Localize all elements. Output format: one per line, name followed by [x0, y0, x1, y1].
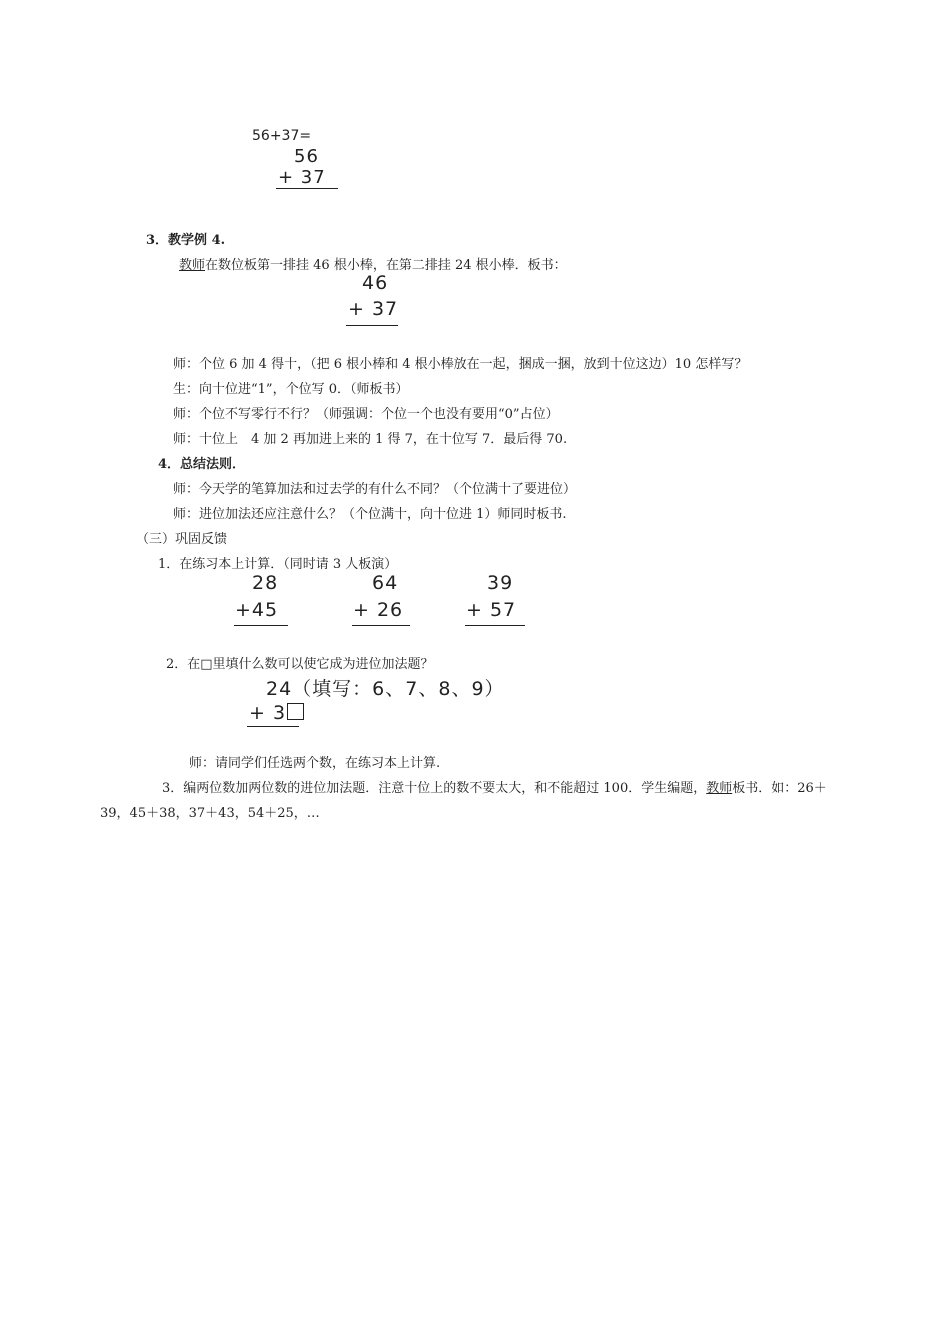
problem-2-top: 64 — [372, 572, 399, 594]
q3-text-2: 板书．如：26＋ — [732, 781, 827, 796]
problem-2-bottom: + 26 — [353, 599, 404, 621]
dialogue-line: 师：今天学的笔算加法和过去学的有什么不同？（个位满十了要进位） — [173, 482, 577, 497]
dialogue-line: 生：向十位进“1”，个位写 0．（师板书） — [173, 382, 409, 397]
vertical-bottom-37: + 37 — [278, 167, 326, 188]
dialogue-line: 师：个位 6 加 4 得十，（把 6 根小棒和 4 根小棒放在一起，捆成一捆，放到十位这边）10 怎样写？ — [173, 357, 748, 372]
q2-bottom-text: + 3 — [249, 702, 287, 724]
sum-rule — [465, 625, 525, 626]
problem-3-top: 39 — [487, 572, 514, 594]
question-2: 2．在□里填什么数可以使它成为进位加法题？ — [166, 657, 434, 672]
sum-rule — [276, 188, 338, 189]
question-1: 1．在练习本上计算．（同时请 3 人板演） — [158, 557, 398, 572]
q2-top-line: 24（填写：6、7、8、9） — [266, 678, 505, 700]
q3-text-1: 3．编两位数加两位数的进位加法题．注意十位上的数不要太大，和不能超过 100．学生编题， — [162, 781, 707, 796]
q2-note: 师：请同学们任选两个数，在练习本上计算. — [189, 756, 441, 771]
vertical-bottom-37b: + 37 — [348, 298, 399, 320]
sum-rule — [234, 625, 288, 626]
vertical-top-46: 46 — [362, 272, 389, 294]
problem-3-bottom: + 57 — [466, 599, 517, 621]
blank-box — [287, 703, 304, 720]
q2-bottom-line — [249, 702, 304, 724]
section3-heading: （三）巩固反馈 — [136, 532, 228, 547]
teacher-link: 教师 — [706, 781, 733, 796]
dialogue-line: 师：进位加法还应注意什么？（个位满十，向十位进 1）师同时板书. — [173, 507, 567, 522]
dialogue-line: 师：个位不写零行不行？（师强调：个位一个也没有要用“0”占位） — [173, 407, 559, 422]
teacher-link: 教师 — [179, 258, 206, 273]
dialogue-line: 师：十位上 4 加 2 再加进上来的 1 得 7，在十位写 7．最后得 70. — [173, 432, 568, 447]
question-3 — [162, 777, 827, 796]
sum-rule — [247, 726, 299, 727]
step4-heading: 4．总结法则． — [158, 457, 246, 472]
sum-rule — [346, 325, 398, 326]
problem-1-top: 28 — [252, 572, 279, 594]
problem-1-bottom: +45 — [235, 599, 279, 621]
step3-intro-text: 在数位板第一排挂 46 根小棒，在第二排挂 24 根小棒．板书： — [205, 258, 567, 273]
step3-heading: 3．教学例 4. — [146, 233, 226, 248]
question-3-line-2: 39，45＋38，37＋43，54＋25，… — [100, 806, 320, 821]
step3-intro — [179, 254, 567, 273]
equation-56-37: 56+37= — [252, 128, 312, 144]
sum-rule — [352, 625, 410, 626]
vertical-top-56: 56 — [294, 146, 319, 167]
